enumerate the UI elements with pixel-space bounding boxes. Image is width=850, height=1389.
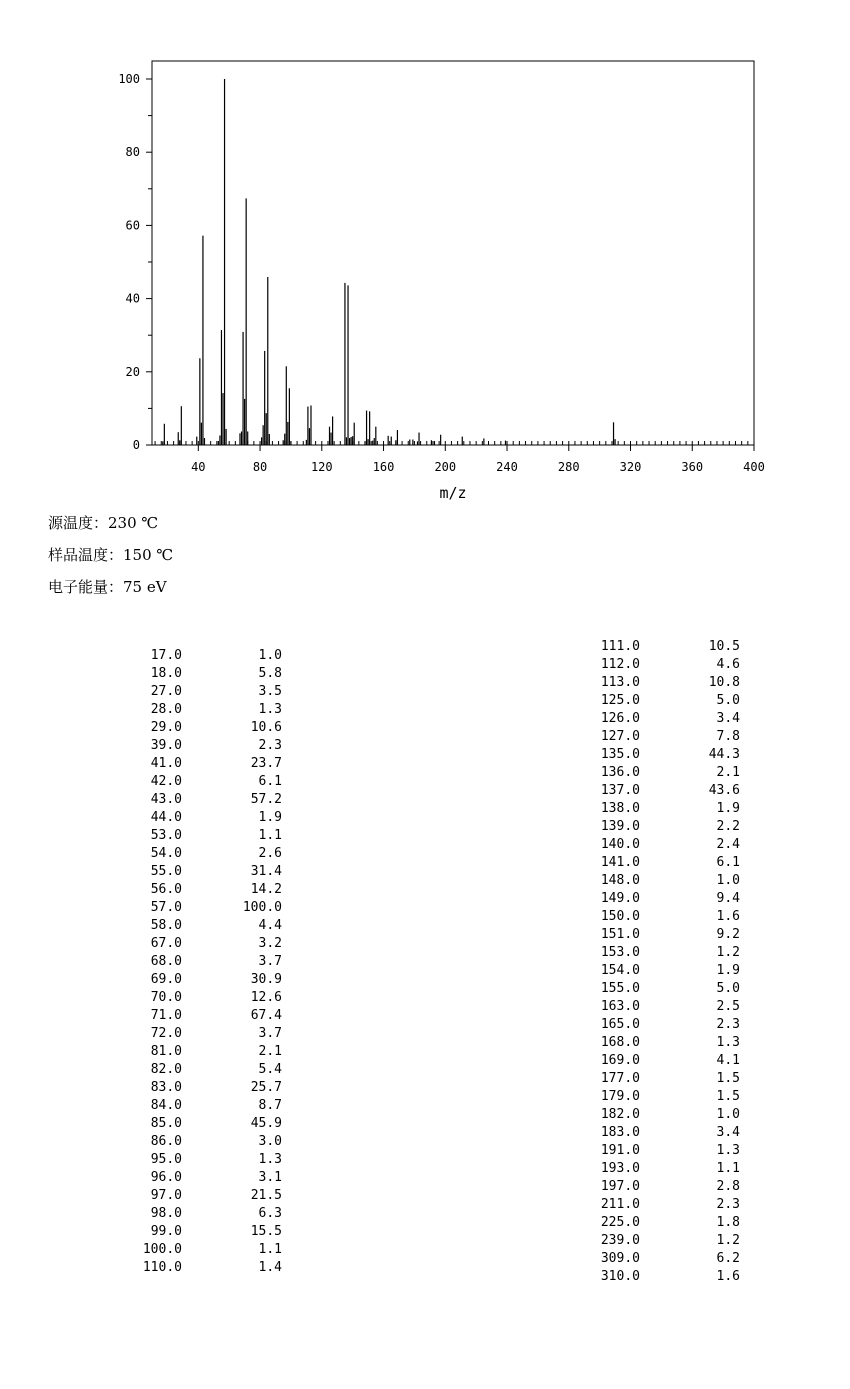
peak-abundance: 1.0 [258, 648, 282, 663]
peak-table-row [0, 1250, 850, 1268]
peak-mz: 53.0 [150, 828, 182, 843]
y-tick-label: 0 [132, 438, 140, 452]
y-tick-label: 100 [118, 72, 140, 86]
peak-abundance: 6.1 [258, 774, 282, 789]
y-tick-label: 20 [125, 364, 140, 379]
peak-table-row [0, 1106, 850, 1124]
peak-abundance: 100.0 [242, 900, 282, 915]
peak-abundance: 3.4 [716, 1125, 740, 1140]
peak-abundance: 5.0 [716, 693, 740, 708]
peak-mz: 154.0 [600, 963, 640, 978]
peak-table-row [0, 764, 850, 782]
peak-mz: 126.0 [600, 711, 640, 726]
peak-table-row [0, 1034, 850, 1052]
peak-mz: 113.0 [600, 675, 640, 690]
peak-table-row [0, 1016, 850, 1034]
x-tick-label: 120 [310, 460, 333, 474]
peak-table-row [0, 1160, 850, 1178]
peak-abundance: 2.3 [258, 738, 282, 753]
peak-mz: 125.0 [600, 693, 640, 708]
peak-abundance: 1.9 [716, 963, 740, 978]
peak-mz: 57.0 [150, 900, 182, 915]
x-axis [191, 445, 765, 474]
peak-abundance: 1.1 [258, 1242, 282, 1257]
peak-abundance: 1.1 [716, 1161, 740, 1176]
peak-table-row [0, 728, 850, 746]
peak-mz: 169.0 [600, 1053, 640, 1068]
peak-abundance: 1.9 [716, 801, 740, 816]
peak-table-row [0, 1070, 850, 1088]
peak-table-row [0, 980, 850, 998]
peak-mz: 54.0 [150, 846, 182, 861]
peak-mz: 163.0 [600, 999, 640, 1014]
peak-abundance: 1.1 [258, 828, 282, 843]
mass-spectrum-chart [0, 0, 850, 510]
peak-abundance: 3.7 [258, 954, 282, 969]
y-tick-label: 40 [125, 291, 140, 306]
peak-mz: 67.0 [150, 936, 182, 951]
peak-table-row [0, 998, 850, 1016]
peak-table-row [0, 854, 850, 872]
peak-mz: 69.0 [150, 972, 182, 987]
peak-table-row [0, 836, 850, 854]
peak-abundance: 1.0 [716, 873, 740, 888]
electron-energy: 电子能量：75 eV [48, 578, 167, 596]
peak-abundance: 2.4 [716, 837, 740, 852]
peak-table-row [0, 692, 850, 710]
peak-mz: 153.0 [600, 945, 640, 960]
peak-abundance: 2.1 [716, 765, 740, 780]
peak-table-row [0, 1088, 850, 1106]
peak-abundance: 1.3 [716, 1035, 740, 1050]
peak-mz: 191.0 [600, 1143, 640, 1158]
peak-abundance: 10.6 [250, 720, 282, 735]
y-tick-label: 60 [125, 218, 140, 233]
peak-mz: 112.0 [600, 657, 640, 672]
sample-temperature: 样品温度：150 ℃ [48, 546, 174, 564]
peak-abundance: 1.2 [716, 945, 740, 960]
peak-mz: 18.0 [150, 666, 182, 681]
peak-mz: 182.0 [600, 1107, 640, 1122]
spectrum-peaks [163, 79, 615, 445]
peak-abundance: 4.1 [716, 1053, 740, 1068]
peak-table-row [0, 674, 850, 692]
peak-mz: 72.0 [150, 1026, 182, 1041]
peak-table-row [0, 1142, 850, 1160]
peak-abundance: 6.1 [716, 855, 740, 870]
peak-mz: 99.0 [150, 1224, 182, 1239]
x-tick-label: 200 [434, 460, 457, 474]
peak-abundance: 21.5 [250, 1188, 282, 1203]
peak-mz: 151.0 [600, 927, 640, 942]
peak-table-row [0, 1214, 850, 1232]
peak-table-row [0, 818, 850, 836]
peak-mz: 183.0 [600, 1125, 640, 1140]
peak-abundance: 1.3 [258, 1152, 282, 1167]
peak-abundance: 2.6 [258, 846, 282, 861]
peak-table-row [0, 872, 850, 890]
peak-mz: 95.0 [150, 1152, 182, 1167]
peak-abundance: 3.7 [258, 1026, 282, 1041]
peak-table-row [0, 638, 850, 656]
peak-table-row [0, 782, 850, 800]
peak-abundance: 1.8 [716, 1215, 740, 1230]
peak-abundance: 9.2 [716, 927, 740, 942]
peak-mz: 179.0 [600, 1089, 640, 1104]
peak-mz: 44.0 [150, 810, 182, 825]
peak-abundance: 5.4 [258, 1062, 282, 1077]
x-tick-label: 240 [496, 460, 518, 474]
peak-mz: 56.0 [150, 882, 182, 897]
peak-abundance: 1.3 [258, 702, 282, 717]
peak-table-row [0, 1268, 850, 1286]
peak-abundance: 1.5 [716, 1089, 740, 1104]
peak-abundance: 44.3 [708, 747, 740, 762]
peak-abundance: 4.6 [716, 657, 740, 672]
peak-abundance: 1.0 [716, 1107, 740, 1122]
peak-table-row [0, 962, 850, 980]
peak-mz: 84.0 [150, 1098, 182, 1113]
peak-abundance: 1.5 [716, 1071, 740, 1086]
peak-abundance: 23.7 [250, 756, 282, 771]
peak-table-row [0, 1124, 850, 1142]
peak-mz: 177.0 [600, 1071, 640, 1086]
peak-mz: 110.0 [142, 1260, 182, 1275]
peak-mz: 168.0 [600, 1035, 640, 1050]
peak-abundance: 2.1 [258, 1044, 282, 1059]
peak-table-row [0, 1196, 850, 1214]
y-tick-label: 80 [125, 145, 140, 160]
peak-mz: 310.0 [600, 1269, 640, 1284]
x-tick-label: 40 [191, 460, 206, 474]
peak-mz: 96.0 [150, 1170, 182, 1185]
peak-mz: 86.0 [150, 1134, 182, 1149]
peak-abundance: 5.0 [716, 981, 740, 996]
peak-table-row [0, 926, 850, 944]
peak-mz: 165.0 [600, 1017, 640, 1032]
peak-abundance: 4.4 [258, 918, 282, 933]
peak-mz: 138.0 [600, 801, 640, 816]
peak-mz: 211.0 [600, 1197, 640, 1212]
peak-abundance: 57.2 [250, 792, 282, 807]
peak-abundance: 1.2 [716, 1233, 740, 1248]
y-axis [118, 72, 152, 452]
peak-mz: 225.0 [600, 1215, 640, 1230]
peak-mz: 82.0 [150, 1062, 182, 1077]
peak-abundance: 6.2 [716, 1251, 740, 1266]
peak-abundance: 3.1 [258, 1170, 282, 1185]
peak-table-right [0, 638, 850, 1286]
peak-table-row [0, 1052, 850, 1070]
peak-mz: 29.0 [150, 720, 182, 735]
x-tick-label: 400 [743, 460, 765, 474]
peak-mz: 100.0 [142, 1242, 182, 1257]
peak-abundance: 2.3 [716, 1197, 740, 1212]
peak-abundance: 10.8 [708, 675, 740, 690]
peak-mz: 71.0 [150, 1008, 182, 1023]
x-tick-label: 280 [557, 460, 580, 474]
peak-abundance: 3.4 [716, 711, 740, 726]
peak-abundance: 15.5 [250, 1224, 282, 1239]
peak-mz: 97.0 [150, 1188, 182, 1203]
peak-abundance: 45.9 [250, 1116, 282, 1131]
peak-mz: 58.0 [150, 918, 182, 933]
peak-mz: 197.0 [600, 1179, 640, 1194]
peak-abundance: 8.7 [258, 1098, 282, 1113]
peak-abundance: 25.7 [250, 1080, 282, 1095]
peak-abundance: 43.6 [708, 783, 740, 798]
peak-abundance: 30.9 [250, 972, 282, 987]
peak-abundance: 1.4 [258, 1260, 282, 1275]
peak-abundance: 14.2 [250, 882, 282, 897]
peak-mz: 17.0 [150, 648, 182, 663]
peak-mz: 27.0 [150, 684, 182, 699]
peak-abundance: 12.6 [250, 990, 282, 1005]
plot-frame [152, 61, 754, 445]
x-tick-label: 320 [619, 460, 642, 474]
peak-mz: 155.0 [600, 981, 640, 996]
peak-abundance: 1.3 [716, 1143, 740, 1158]
peak-table-row [0, 656, 850, 674]
peak-abundance: 67.4 [250, 1008, 282, 1023]
peak-mz: 98.0 [150, 1206, 182, 1221]
peak-mz: 193.0 [600, 1161, 640, 1176]
peak-table-row [0, 1232, 850, 1250]
peak-mz: 139.0 [600, 819, 640, 834]
peak-abundance: 5.8 [258, 666, 282, 681]
peak-abundance: 9.4 [716, 891, 740, 906]
peak-mz: 43.0 [150, 792, 182, 807]
peak-mz: 149.0 [600, 891, 640, 906]
x-tick-label: 80 [252, 460, 268, 474]
peak-abundance: 7.8 [716, 729, 740, 744]
peak-mz: 136.0 [600, 765, 640, 780]
peak-mz: 81.0 [150, 1044, 182, 1059]
peak-abundance: 2.2 [716, 819, 740, 834]
x-tick-label: 360 [681, 460, 704, 474]
peak-mz: 42.0 [150, 774, 182, 789]
peak-mz: 70.0 [150, 990, 182, 1005]
peak-mz: 135.0 [600, 747, 640, 762]
peak-table-row [0, 800, 850, 818]
peak-mz: 137.0 [600, 783, 640, 798]
x-axis-label: m/z [439, 484, 467, 502]
peak-abundance: 3.2 [258, 936, 282, 951]
source-temperature: 源温度：230 ℃ [48, 514, 159, 532]
peak-mz: 83.0 [150, 1080, 182, 1095]
peak-table-row [0, 890, 850, 908]
peak-mz: 111.0 [600, 639, 640, 654]
peak-mz: 55.0 [150, 864, 182, 879]
peak-abundance: 6.3 [258, 1206, 282, 1221]
peak-abundance: 1.9 [258, 810, 282, 825]
peak-abundance: 2.8 [716, 1179, 740, 1194]
peak-table-row [0, 746, 850, 764]
peak-table-row [0, 710, 850, 728]
peak-mz: 239.0 [600, 1233, 640, 1248]
peak-mz: 41.0 [150, 756, 182, 771]
peak-mz: 309.0 [600, 1251, 640, 1266]
peak-mz: 127.0 [600, 729, 640, 744]
peak-abundance: 2.3 [716, 1017, 740, 1032]
peak-abundance: 31.4 [250, 864, 282, 879]
peak-mz: 150.0 [600, 909, 640, 924]
x-tick-label: 160 [372, 460, 395, 474]
peak-mz: 141.0 [600, 855, 640, 870]
peak-mz: 148.0 [600, 873, 640, 888]
peak-abundance: 2.5 [716, 999, 740, 1014]
peak-mz: 85.0 [150, 1116, 182, 1131]
peak-abundance: 3.5 [258, 684, 282, 699]
peak-mz: 39.0 [150, 738, 182, 753]
peak-mz: 68.0 [150, 954, 182, 969]
peak-abundance: 10.5 [708, 639, 740, 654]
peak-mz: 28.0 [150, 702, 182, 717]
peak-table-row [0, 908, 850, 926]
peak-table-row [0, 944, 850, 962]
peak-abundance: 1.6 [716, 909, 740, 924]
peak-abundance: 3.0 [258, 1134, 282, 1149]
peak-abundance: 1.6 [716, 1269, 740, 1284]
peak-mz: 140.0 [600, 837, 640, 852]
peak-table-row [0, 1178, 850, 1196]
